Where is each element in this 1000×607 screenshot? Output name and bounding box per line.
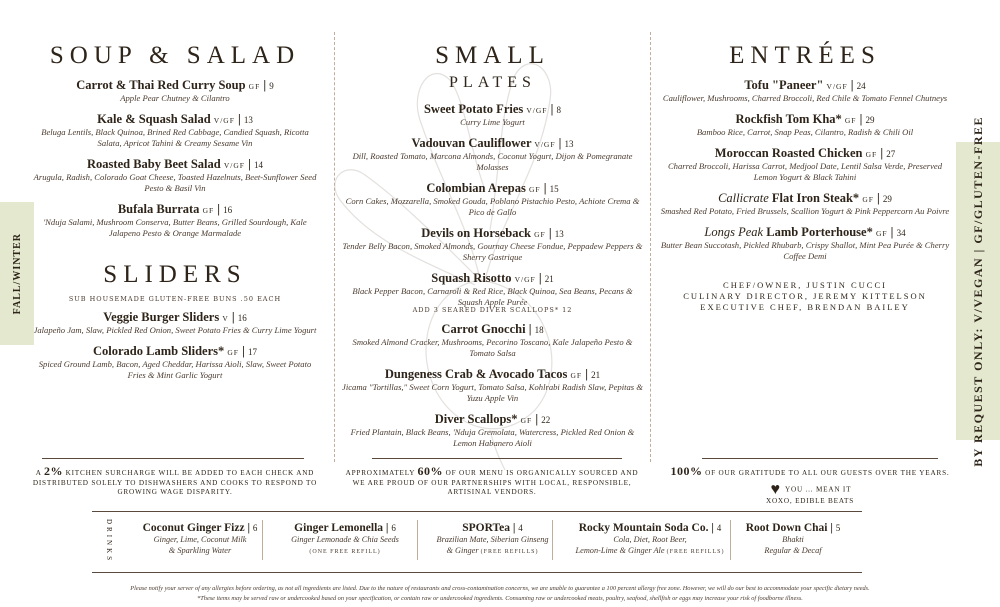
entrees-column <box>660 30 950 313</box>
menu-item-description: Jalapeño Jam, Slaw, Pickled Red Onion, Sweet Potato Fries & Curry Lime Yogurt <box>33 325 317 335</box>
drink-description <box>560 534 740 545</box>
menu-item-price: 21 <box>544 274 554 284</box>
note-prefix: APPROXIMATELY <box>345 469 415 477</box>
footer-rule <box>42 458 304 459</box>
menu-item-tags: V <box>222 314 229 323</box>
menu-item-name: Carrot & Thai Red Curry Soup <box>76 78 246 92</box>
drinks-label <box>102 511 116 571</box>
menu-item-title: Veggie Burger Sliders V | 16 <box>103 310 247 324</box>
dietary-key-label: BY REQUEST ONLY: V/VEGAN | GF/GLUTEN-FREE <box>970 115 985 467</box>
menu-item-name: Bufala Burrata <box>117 202 200 216</box>
menu-item-tags: V/GF <box>534 140 556 149</box>
organic-sourcing-note <box>342 464 642 498</box>
gratitude-percent: 100% <box>670 464 703 478</box>
menu-item-title: Bufala Burrata GF | 16 <box>117 202 233 216</box>
heart-icon: ♥ <box>770 480 781 498</box>
menu-item-name: Tofu "Paneer" <box>744 78 824 92</box>
drink-desc-line: Ginger Lemonade & Chia Seeds <box>291 535 399 544</box>
menu-item-tags: GF <box>862 195 874 204</box>
menu-item <box>340 136 645 173</box>
menu-item-name: Sweet Potato Fries <box>423 102 524 116</box>
menu-item-tags: GF <box>528 185 541 194</box>
menu-item-tags: GF <box>520 416 533 425</box>
drink-description <box>425 545 560 558</box>
drink-desc-line: & Ginger <box>446 546 479 555</box>
drink-divider <box>552 520 553 560</box>
menu-item-title: Vadouvan Cauliflower V/GF | 13 <box>411 136 574 150</box>
drink-price: 6 <box>252 523 258 533</box>
menu-item <box>660 146 950 183</box>
menu-item <box>340 226 645 263</box>
note-text: OF OUR GRATITUDE TO ALL OUR GUESTS OVER THE YEARS. <box>705 469 950 477</box>
drink-refill-note: (FREE REFILLS) <box>666 549 725 555</box>
drink-price: 6 <box>391 523 396 533</box>
menu-item-name: Carrot Gnocchi <box>441 322 526 336</box>
menu-item-tags: V/GF <box>223 161 245 170</box>
menu-item-description: Apple Pear Chutney & Cilantro <box>120 93 230 103</box>
menu-item-name: Vadouvan Cauliflower <box>411 136 532 150</box>
season-label: FALL/WINTER <box>11 232 23 315</box>
dietary-key-tab <box>956 115 1000 467</box>
menu-item-description: Dill, Roasted Tomato, Marcona Almonds, Coconut Yogurt, Dijon & Pomegranate Molasses <box>352 151 633 172</box>
drink-price: 5 <box>835 523 841 533</box>
menu-item-title: Callicrate Flat Iron Steak* GF | 29 <box>718 191 892 205</box>
menu-item-tags: V/GF <box>526 106 548 115</box>
note-prefix: A <box>35 469 42 477</box>
menu-item-title: Squash Risotto V/GF | 21 <box>431 271 554 285</box>
menu-item-description: Bamboo Rice, Carrot, Snap Peas, Cilantro, Radish & Chili Oil <box>696 127 914 137</box>
menu-item-description: Smashed Red Potato, Fried Brussels, Scallion Yogurt & Pink Peppercorn Au Poivre <box>660 206 950 216</box>
menu-item-description: Tender Belly Bacon, Smoked Almonds, Gournay Cheese Fondue, Peppadew Peppers & Sherry Gastrique <box>342 241 643 262</box>
drink-desc-line: & Sparkling Water <box>168 546 232 555</box>
menu-item-name: Squash Risotto <box>431 271 512 285</box>
menu-item-price: 17 <box>248 347 257 357</box>
menu-item-price: 29 <box>882 194 892 204</box>
menu-item-name: Devils on Horseback <box>421 226 531 240</box>
drink-price: 4 <box>716 523 722 533</box>
menu-item-origin: Longs Peak <box>704 225 764 239</box>
menu-item-name: Veggie Burger Sliders <box>103 310 220 324</box>
signoff-line: XOXO, EDIBLE BEATS <box>765 496 855 505</box>
drink-description <box>738 534 848 545</box>
menu-item-name: Colombian Arepas <box>426 181 526 195</box>
menu-item <box>660 225 950 262</box>
menu-item-title: Devils on Horseback GF | 13 <box>421 226 564 240</box>
menu-item-price: 16 <box>223 205 233 215</box>
drink-title: Rocky Mountain Soda Co. | 4 <box>578 522 722 534</box>
drinks-label-text: DRINKS <box>105 518 113 564</box>
menu-item-price: 22 <box>541 415 551 425</box>
signoff-line: YOU ... MEAN IT <box>785 485 852 494</box>
credit-line: CHEF/OWNER, JUSTIN CUCCI <box>723 280 887 290</box>
menu-item-tags: V/GF <box>514 275 536 284</box>
drink-divider <box>417 520 418 560</box>
raw-food-disclaimer: *These items may be served raw or undercooked based on your specification, or contain raw or undercooked ingredients. Consuming raw or undercooked meats, poultry, seafood, shellfish or eggs may increase your risk of foodborne illness. <box>197 595 803 602</box>
wage-surcharge-note <box>30 464 320 498</box>
menu-item-tags: GF <box>570 371 583 380</box>
menu-item-tags: GF <box>534 230 546 239</box>
credits <box>660 280 950 313</box>
menu-item <box>340 322 645 359</box>
menu-item-name: Colorado Lamb Sliders* <box>93 344 225 358</box>
drink-desc-line: Lemon-Lime & Ginger Ale <box>575 546 665 555</box>
drink-title: Coconut Ginger Fizz | 6 <box>142 522 258 534</box>
menu-item-description: Charred Broccoli, Harissa Carrot, Medjool Date, Lentil Salsa Verde, Preserved Lemon Yogurt & Black Tahini <box>667 161 943 182</box>
drink-divider <box>730 520 731 560</box>
drink-desc-line: Brazilian Mate, Siberian Ginseng <box>436 535 549 544</box>
drink-name: SPORTea <box>462 522 510 534</box>
drink-divider <box>262 520 263 560</box>
small-plates-list <box>340 102 645 449</box>
drink-price: 4 <box>518 523 523 533</box>
footer-rule <box>372 458 622 459</box>
menu-item-name: Roasted Baby Beet Salad <box>87 157 221 171</box>
menu-item-price: 27 <box>886 149 896 159</box>
sliders-list <box>30 310 320 381</box>
surcharge-percent: 2% <box>44 464 63 478</box>
menu-item <box>340 102 645 128</box>
drink-desc-line: Ginger, Lime, Coconut Milk <box>153 535 247 544</box>
menu-item <box>340 367 645 404</box>
menu-item-description: Cauliflower, Mushrooms, Charred Broccoli, Red Chile & Tomato Fennel Chutneys <box>662 93 948 103</box>
menu-item-title: Rockfish Tom Kha* GF | 29 <box>735 112 875 126</box>
drink-description <box>270 534 420 545</box>
menu-item-price: 24 <box>856 81 866 91</box>
column-divider <box>650 32 651 462</box>
menu-item <box>340 271 645 314</box>
menu-item-title: Tofu "Paneer" V/GF | 24 <box>744 78 866 92</box>
menu-item-price: 13 <box>564 139 574 149</box>
small-plates-subheading: PLATES <box>449 74 536 91</box>
entrees-list <box>660 78 950 262</box>
menu-item-tags: GF <box>227 348 239 357</box>
sliders-note: SUB HOUSEMADE GLUTEN-FREE BUNS .50 EACH <box>68 295 282 303</box>
drink-refill-note: (FREE REFILLS) <box>480 549 539 555</box>
small-plates-heading: SMALL <box>435 42 550 69</box>
menu-item-title: Carrot Gnocchi | 18 <box>441 322 544 336</box>
menu-item-price: 21 <box>591 370 601 380</box>
menu-item-origin: Callicrate <box>718 191 769 205</box>
menu-item-title: Diver Scallops* GF | 22 <box>434 412 551 426</box>
drink-item <box>425 522 560 558</box>
drink-name: Coconut Ginger Fizz <box>142 522 245 534</box>
drink-name: Ginger Lemonella <box>294 522 384 534</box>
allergy-disclaimer: Please notify your server of any allergies before ordering, as not all ingredients are listed. Due to the nature of restaurants and cross-contamination concerns, we are unable to guarantee a 100 percent allergy free zone. However, we will do our best to accommodate your specific dietary needs. <box>130 585 870 592</box>
sliders-heading: SLIDERS <box>103 261 247 288</box>
drink-title: SPORTea | 4 <box>462 522 523 534</box>
menu-item <box>340 412 645 449</box>
note-text: OF OUR MENU IS ORGANICALLY SOURCED AND WE ARE PROUD OF OUR PARTNERSHIPS WITH LOCAL, RESPONSIBLE, ARTISINAL VENDORS. <box>352 469 639 496</box>
menu-item-addon: ADD 3 SEARED DIVER SCALLOPS* 12 <box>412 306 573 314</box>
menu-item-title: Carrot & Thai Red Curry Soup GF | 9 <box>76 78 274 92</box>
menu-item-price: 16 <box>237 313 247 323</box>
menu-item-title: Roasted Baby Beet Salad V/GF | 14 <box>87 157 263 171</box>
menu-item <box>30 202 320 239</box>
menu-item-title: Longs Peak Lamb Porterhouse* GF | 34 <box>704 225 906 239</box>
drink-desc-line: Cola, Diet, Root Beer, <box>613 535 687 544</box>
note-text: KITCHEN SURCHARGE WILL BE ADDED TO EACH CHECK AND DISTRIBUTED SOLELY TO DISHWASHERS AND COOKS TO RESPOND TO GROWING WAGE DISPARITY. <box>32 469 318 496</box>
menu-item-name: Flat Iron Steak* <box>771 191 860 205</box>
menu-item-title: Dungeness Crab & Avocado Tacos GF | 21 <box>384 367 601 381</box>
menu-item <box>660 191 950 217</box>
drink-description <box>738 545 848 556</box>
credit-line: CULINARY DIRECTOR, JEREMY KITTELSON <box>683 291 927 301</box>
menu-item-title: Moroccan Roasted Chicken GF | 27 <box>714 146 896 160</box>
menu-item-title: Colorado Lamb Sliders* GF | 17 <box>93 344 257 358</box>
season-tab <box>0 202 34 345</box>
soup-salad-column <box>30 30 320 389</box>
menu-item <box>30 344 320 381</box>
drink-description <box>425 534 560 545</box>
menu-item-name: Moroccan Roasted Chicken <box>714 146 863 160</box>
drink-item <box>738 522 848 556</box>
menu-item <box>30 310 320 336</box>
menu-item <box>660 112 950 138</box>
soup-salad-list <box>30 78 320 239</box>
menu-item-price: 13 <box>243 115 253 125</box>
drink-title: Ginger Lemonella | 6 <box>294 522 396 534</box>
menu-item-price: 34 <box>896 228 906 238</box>
menu-item-price: 9 <box>269 81 274 91</box>
drink-item <box>270 522 420 558</box>
menu-item-title: Sweet Potato Fries V/GF | 8 <box>423 102 561 116</box>
menu-item-price: 15 <box>549 184 559 194</box>
drink-desc-line: Regular & Decaf <box>764 546 822 555</box>
menu-item-description: Smoked Almond Cracker, Mushrooms, Pecorino Toscano, Kale Jalapeño Pesto & Tomato Salsa <box>352 337 633 358</box>
menu-item-description: Arugula, Radish, Colorado Goat Cheese, Toasted Hazelnuts, Beet-Sunflower Seed Pesto & Basil Vin <box>33 172 317 193</box>
menu-item-name: Dungeness Crab & Avocado Tacos <box>384 367 568 381</box>
drink-refill-note: (ONE FREE REFILL) <box>309 549 381 555</box>
drink-desc-line: Bhakti <box>782 535 804 544</box>
entrees-heading: ENTRÉES <box>729 42 881 69</box>
drink-name: Root Down Chai <box>745 522 828 534</box>
gratitude-note <box>660 464 960 506</box>
menu-item-description: Fried Plantain, Black Beans, 'Nduja Gremolata, Watercress, Pickled Red Onion & Lemon Habanero Aioli <box>350 427 635 448</box>
menu-item-title: Kale & Squash Salad V/GF | 13 <box>97 112 253 126</box>
organic-percent: 60% <box>417 464 444 478</box>
drink-description <box>120 545 280 556</box>
drink-title: Root Down Chai | 5 <box>745 522 841 534</box>
menu-item-name: Diver Scallops* <box>434 412 518 426</box>
column-divider <box>334 32 335 462</box>
drink-description <box>560 545 740 558</box>
menu-item <box>30 112 320 149</box>
credit-line: EXECUTIVE CHEF, BRENDAN BAILEY <box>700 302 910 312</box>
menu-item-price: 29 <box>865 115 875 125</box>
menu-item-description: Corn Cakes, Mozzarella, Smoked Gouda, Poblano Pistachio Pesto, Achiote Crema & Pico de Gallo <box>345 196 640 217</box>
menu-item-price: 8 <box>556 105 561 115</box>
menu-item-tags: GF <box>875 229 888 238</box>
footer-rule <box>702 458 938 459</box>
menu-item-tags: V/GF <box>826 82 848 91</box>
menu-item <box>30 78 320 104</box>
soup-salad-heading: SOUP & SALAD <box>49 42 301 69</box>
menu-item-name: Rockfish Tom Kha* <box>735 112 842 126</box>
drink-item <box>560 522 740 558</box>
menu-item-description: Spiced Ground Lamb, Bacon, Aged Cheddar, Harissa Aioli, Slaw, Sweet Potato Fries & Mint Garlic Yogurt <box>38 359 312 380</box>
menu-item-description: 'Nduja Salami, Mushroom Conserva, Butter Beans, Grilled Sourdough, Kale Jalapeno Pesto & Orange Marmalade <box>43 217 307 238</box>
menu-item-description: Curry Lime Yogurt <box>460 117 525 127</box>
drink-item <box>120 522 280 556</box>
menu-item <box>660 78 950 104</box>
menu-item-title: Colombian Arepas GF | 15 <box>426 181 559 195</box>
drink-description <box>120 534 280 545</box>
menu-item-description: Jicama "Tortillas," Sweet Corn Yogurt, Tomato Salsa, Kohlrabi Radish Slaw, Pepitas & Yuzu Apple Vin <box>342 382 643 403</box>
menu-item-price: 14 <box>253 160 263 170</box>
menu-item-tags: GF <box>865 150 878 159</box>
menu-item-tags: GF <box>202 206 215 215</box>
menu-item-price: 18 <box>534 325 544 335</box>
menu-item-name: Kale & Squash Salad <box>97 112 211 126</box>
menu-item-price: 13 <box>554 229 564 239</box>
menu-item-description: Black Pepper Bacon, Carnaroli & Red Rice, Black Quinoa, Sea Beans, Pecans & Squash Apple Purée <box>352 286 633 307</box>
menu-item <box>340 181 645 218</box>
menu-item-tags: GF <box>248 82 261 91</box>
drink-description <box>270 545 420 558</box>
menu-item-tags: GF <box>844 116 857 125</box>
menu-item-name: Lamb Porterhouse* <box>766 225 873 239</box>
menu-item-tags: V/GF <box>213 116 235 125</box>
small-plates-column <box>340 30 645 457</box>
menu-item <box>30 157 320 194</box>
menu-item-description: Butter Bean Succotash, Pickled Rhubarb, Crispy Shallot, Mint Pea Purée & Cherry Coffee Demi <box>660 240 950 261</box>
menu-item-description: Beluga Lentils, Black Quinoa, Brined Red Cabbage, Candied Squash, Ricotta Salata, Apricot Tahini & Creamy Sesame Vin <box>41 127 309 148</box>
drink-name: Rocky Mountain Soda Co. <box>578 522 709 534</box>
